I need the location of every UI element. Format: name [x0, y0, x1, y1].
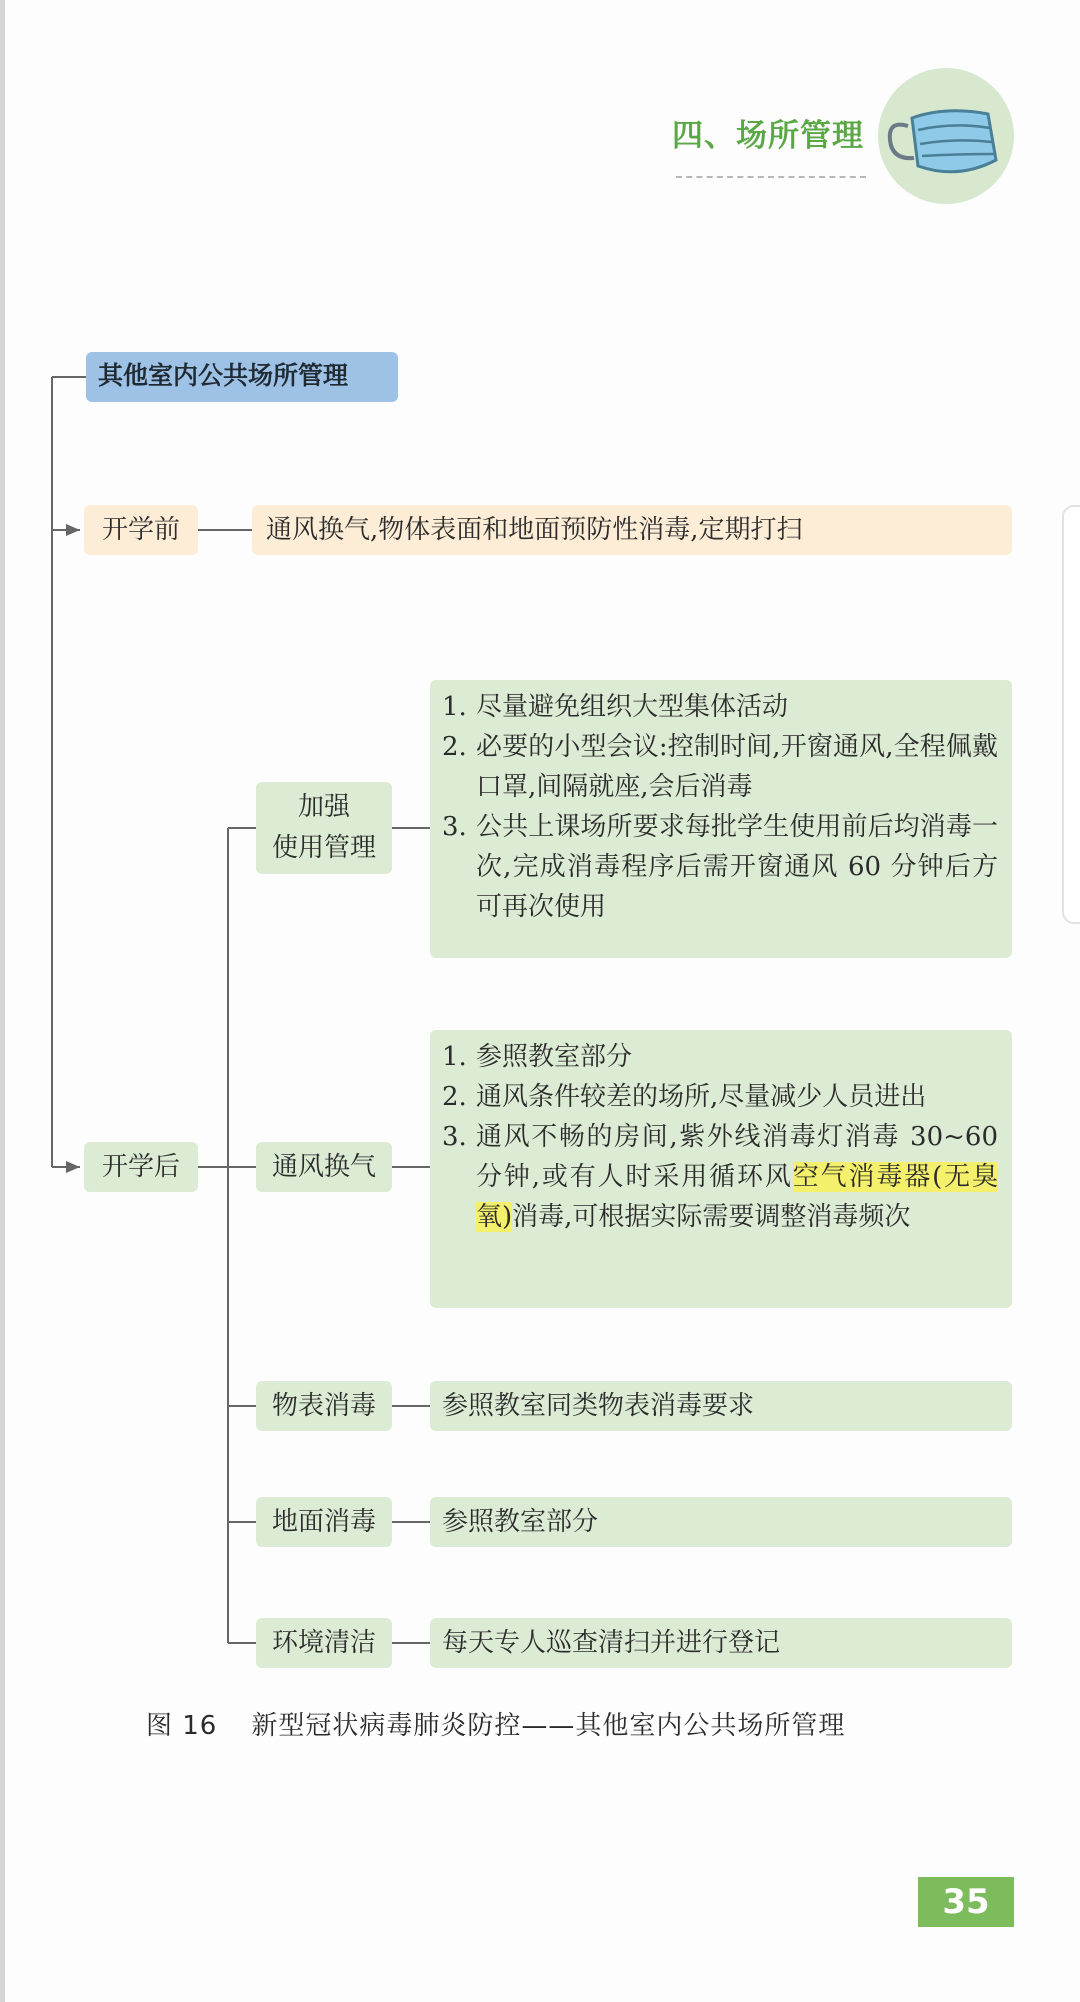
branch-ventilation-label: 通风换气	[256, 1142, 392, 1192]
list-item: 3. 通风不畅的房间,紫外线消毒灯消毒 30~60 分钟,或有人时采用循环风空气消毒器(无臭氧)消毒,可根据实际需要调整消毒频次	[442, 1122, 999, 1232]
usage-management-list	[442, 687, 998, 927]
branch-environment-cleaning-content: 每天专人巡查清扫并进行登记	[430, 1618, 1012, 1668]
diagram-title: 其他室内公共场所管理	[86, 352, 398, 402]
figure-caption-text: 新型冠状病毒肺炎防控——其他室内公共场所管理	[251, 1711, 846, 1741]
branch-surface-disinfection-label: 物表消毒	[256, 1381, 392, 1431]
list-item: 1. 尽量避免组织大型集体活动	[442, 692, 789, 722]
branch-label-line: 使用管理	[271, 833, 376, 863]
branch-environment-cleaning-label: 环境清洁	[256, 1618, 392, 1668]
branch-usage-management-content	[430, 680, 1012, 958]
section-title: 四、场所管理	[672, 118, 864, 154]
figure-number: 图 16	[146, 1711, 218, 1741]
after-school-label: 开学后	[84, 1142, 198, 1192]
list-item: 2. 通风条件较差的场所,尽量减少人员进出	[442, 1082, 927, 1112]
before-school-content: 通风换气,物体表面和地面预防性消毒,定期打扫	[252, 505, 1012, 555]
list-item: 3. 公共上课场所要求每批学生使用前后均消毒一次,完成消毒程序后需开窗通风 60 分钟后方可再次使用	[442, 812, 998, 922]
ventilation-list	[442, 1037, 998, 1237]
branch-ventilation-content	[430, 1030, 1012, 1308]
branch-label-line: 加强	[297, 792, 350, 822]
list-item: 2. 必要的小型会议:控制时间,开窗通风,全程佩戴口罩,间隔就座,会后消毒	[442, 732, 998, 802]
branch-usage-management-label	[256, 782, 392, 874]
branch-surface-disinfection-content: 参照教室同类物表消毒要求	[430, 1381, 1012, 1431]
highlighted-text: 空气消毒器(无臭氧)	[476, 1162, 999, 1232]
before-school-label: 开学前	[84, 505, 198, 555]
branch-floor-disinfection-label: 地面消毒	[256, 1497, 392, 1547]
figure-caption	[146, 1705, 966, 1742]
branch-floor-disinfection-content: 参照教室部分	[430, 1497, 1012, 1547]
list-item: 1. 参照教室部分	[442, 1042, 633, 1072]
page-number: 35	[918, 1877, 1014, 1927]
